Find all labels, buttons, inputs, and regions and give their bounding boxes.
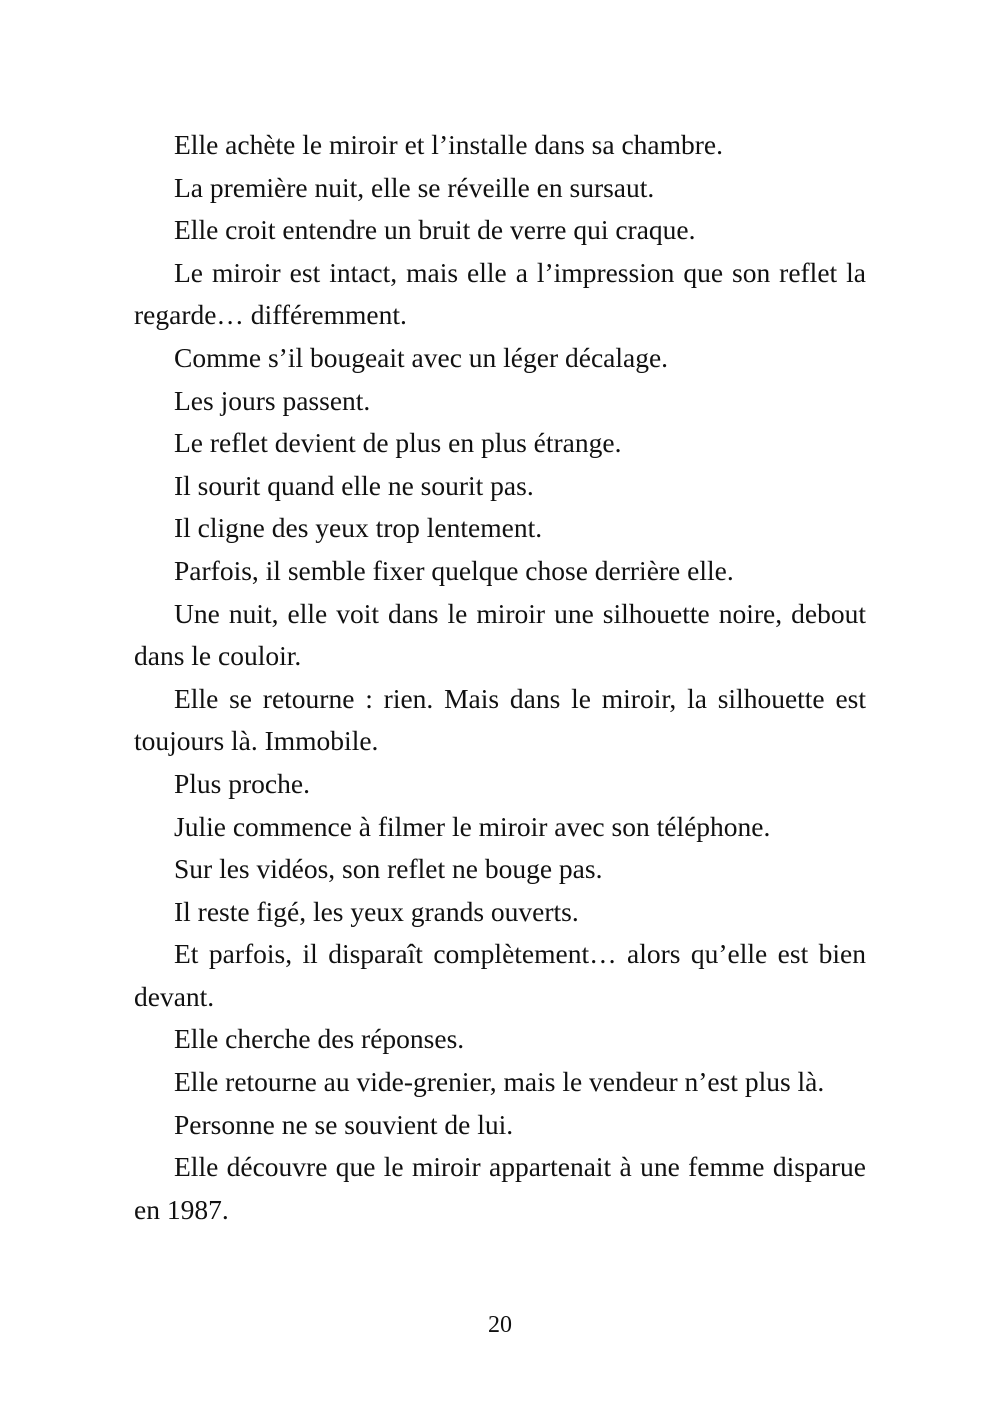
- paragraph: Et parfois, il disparaît complètement… alors qu’elle est bien devant.: [134, 938, 866, 1012]
- paragraph: Plus proche.: [174, 767, 310, 799]
- paragraph: Elle se retourne : rien. Mais dans le miroir, la silhouette est toujours là. Immobile.: [134, 682, 866, 757]
- paragraph: Elle cherche des réponses.: [174, 1023, 465, 1055]
- paragraph: La première nuit, elle se réveille en sursaut.: [174, 171, 655, 203]
- paragraph: Julie commence à filmer le miroir avec son téléphone.: [174, 810, 771, 842]
- paragraph: Il reste figé, les yeux grands ouverts.: [174, 895, 579, 927]
- paragraph: Les jours passent.: [174, 384, 371, 416]
- paragraph: Elle achète le miroir et l’installe dans sa chambre.: [174, 129, 724, 160]
- paragraph: Le reflet devient de plus en plus étrange.: [174, 427, 622, 459]
- paragraph: Sur les vidéos, son reflet ne bouge pas.: [174, 853, 603, 885]
- page-number: 20: [488, 1312, 512, 1338]
- paragraph: Elle croit entendre un bruit de verre qui craque.: [174, 214, 696, 246]
- body-text: [134, 124, 866, 1231]
- paragraph: Parfois, il semble fixer quelque chose derrière elle.: [174, 554, 734, 586]
- paragraph: Il cligne des yeux trop lentement.: [174, 512, 543, 544]
- paragraph: Il sourit quand elle ne sourit pas.: [174, 469, 534, 501]
- paragraph: Le miroir est intact, mais elle a l’impression que son reflet la regarde… différemment.: [134, 256, 866, 331]
- paragraph: Comme s’il bougeait avec un léger décalage.: [174, 341, 669, 373]
- paragraph: Personne ne se souvient de lui.: [174, 1108, 514, 1140]
- paragraph: Elle découvre que le miroir appartenait à une femme disparue en 1987.: [134, 1151, 866, 1225]
- paragraph: Une nuit, elle voit dans le miroir une silhouette noire, debout dans le couloir.: [134, 597, 866, 672]
- paragraph: Elle retourne au vide-grenier, mais le vendeur n’est plus là.: [174, 1066, 825, 1098]
